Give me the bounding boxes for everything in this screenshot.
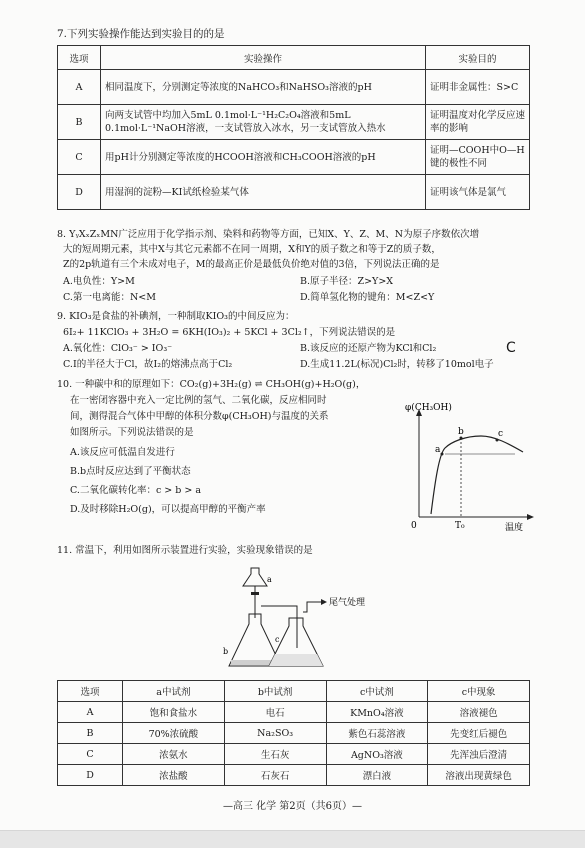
q8-option-a: A.电负性：Y>M: [63, 276, 135, 287]
table-cell: 漂白液: [326, 765, 428, 786]
q11-header-option: 选项: [58, 681, 123, 702]
q7-row-goal: 证明该气体是氯气: [426, 175, 530, 210]
table-cell: 溶液褪色: [428, 702, 530, 723]
y-axis-label: φ(CH₃OH): [405, 403, 452, 413]
table-cell: AgNO₃溶液: [326, 744, 428, 765]
q7-table: [57, 45, 530, 210]
q10-graph: [405, 402, 535, 532]
q10-option-c: C.二氧化碳转化率：c > b > a: [70, 485, 202, 496]
table-row: [58, 723, 530, 744]
label-b: b: [223, 647, 229, 656]
q7-row-operation: 用湿润的淀粉—KI试纸检验某气体: [101, 175, 426, 210]
point-c-label: c: [498, 429, 504, 439]
point-b-label: b: [458, 427, 464, 437]
stopcock: [251, 592, 259, 595]
q7-row-operation: 向两支试管中均加入5mL 0.1mol·L⁻¹H₂C₂O₄溶液和5mL 0.1mol·L⁻¹NaOH溶液，一支试管放入冰水，另一支试管放入热水: [101, 105, 426, 140]
q8-option-b: B.原子半径：Z>Y>X: [300, 276, 394, 287]
q7-row-goal: 证明非金属性：S>C: [426, 70, 530, 105]
handwritten-mark: C: [506, 340, 516, 356]
q11-apparatus: [215, 562, 395, 674]
table-cell: 紫色石蕊溶液: [326, 723, 428, 744]
q11-table: [57, 680, 530, 786]
x-axis-label: 温度: [505, 523, 524, 532]
table-row: [58, 175, 530, 210]
table-cell: C: [58, 744, 123, 765]
q10-stem-line4: 如图所示。下列说法错误的是: [70, 427, 194, 438]
q10-stem-line1: 10. 一种碳中和的原理如下：CO₂(g)+3H₂(g) ⇌ CH₃OH(g)+H₂O(g)，: [57, 379, 366, 390]
q7-row-operation: 相同温度下，分别测定等浓度的NaHCO₃和NaHSO₃溶液的pH: [101, 70, 426, 105]
viewer-bottom-bar: [0, 830, 585, 848]
origin-label: 0: [411, 521, 417, 531]
label-c: c: [275, 635, 280, 644]
q11-header-b: b中试剂: [224, 681, 326, 702]
table-cell: 浓盐酸: [123, 765, 225, 786]
table-cell: KMnO₄溶液: [326, 702, 428, 723]
q9-equation: 6I₂+ 11KClO₃ + 3H₂O = 6KH(IO₃)₂ + 5KCl + 3Cl₂↑，下列说法错误的是: [63, 327, 396, 338]
q10-option-b: B.b点时反应达到了平衡状态: [70, 466, 191, 477]
table-cell: A: [58, 702, 123, 723]
separatory-funnel: [243, 568, 267, 586]
table-row: [58, 105, 530, 140]
table-row: [58, 744, 530, 765]
table-row: [58, 702, 530, 723]
q10-option-d: D.及时移除H₂O(g)，可以提高甲醇的平衡产率: [70, 504, 266, 515]
table-cell: 溶液出现黄绿色: [428, 765, 530, 786]
table-cell: 生石灰: [224, 744, 326, 765]
table-cell: 先浑浊后澄清: [428, 744, 530, 765]
q7-header-goal: 实验目的: [426, 46, 530, 70]
tail-gas-arrow: [321, 599, 327, 605]
table-cell: 先变红后褪色: [428, 723, 530, 744]
q9-option-b: B.该反应的还原产物为KCl和Cl₂: [300, 343, 437, 354]
table-cell: 电石: [224, 702, 326, 723]
q7-row-option: C: [58, 140, 101, 175]
q11-header-a: a中试剂: [123, 681, 225, 702]
label-a: a: [267, 575, 272, 584]
q7-row-goal: 证明—COOH中O—H键的极性不同: [426, 140, 530, 175]
q7-title: 7.下列实验操作能达到实验目的的是: [57, 28, 225, 40]
point-a: [441, 453, 444, 456]
q8-stem-line2: 大的短周期元素，其中X与其它元素都不在同一周期，X和Y的质子数之和等于Z的质子数，: [63, 244, 441, 255]
q8-stem-line1: 8. YᵧXₓZₓMN广泛应用于化学指示剂、染料和药物等方面，已知X、Y、Z、M、N为原子序数依次增: [57, 229, 480, 240]
q8-option-d: D.简单氢化物的键角：M<Z<Y: [300, 292, 435, 303]
q11-header-phenomenon: c中现象: [428, 681, 530, 702]
q7-header-operation: 实验操作: [101, 46, 426, 70]
table-row: [58, 70, 530, 105]
table-cell: 石灰石: [224, 765, 326, 786]
q7-header-option: 选项: [58, 46, 101, 70]
table-cell: 70%浓硫酸: [123, 723, 225, 744]
q10-stem-line2: 在一密闭容器中充入一定比例的氢气、二氧化碳，反应相同时: [70, 395, 327, 406]
table-cell: D: [58, 765, 123, 786]
q9-option-c: C.I的半径大于Cl，故I₂的熔沸点高于Cl₂: [63, 359, 233, 370]
table-cell: 饱和食盐水: [123, 702, 225, 723]
q7-row-option: B: [58, 105, 101, 140]
q11-title: 11. 常温下，利用如图所示装置进行实验，实验现象错误的是: [57, 545, 313, 556]
q7-row-option: A: [58, 70, 101, 105]
point-a-label: a: [435, 445, 441, 455]
q7-row-goal: 证明温度对化学反应速率的影响: [426, 105, 530, 140]
table-cell: 浓氨水: [123, 744, 225, 765]
q11-header-row: [58, 681, 530, 702]
q9-stem-line1: 9. KIO₃是食盐的补碘剂，一种制取KIO₃的中间反应为：: [57, 311, 295, 322]
q7-row-option: D: [58, 175, 101, 210]
page-footer: —高三 化学 第2页（共6页）—: [222, 801, 363, 812]
q7-row-operation: 用pH计分别测定等浓度的HCOOH溶液和CH₃COOH溶液的pH: [101, 140, 426, 175]
table-row: [58, 140, 530, 175]
q10-stem-line3: 间，测得混合气体中甲醇的体积分数φ(CH₃OH)与温度的关系: [70, 411, 329, 422]
t0-label: T₀: [455, 521, 465, 531]
solution-in-flask-c: [269, 654, 323, 666]
curve: [431, 436, 523, 514]
q8-option-c: C.第一电离能：N<M: [63, 292, 156, 303]
q7-header-row: [58, 46, 530, 70]
table-cell: Na₂SO₃: [224, 723, 326, 744]
table-row: [58, 765, 530, 786]
table-cell: B: [58, 723, 123, 744]
q8-stem-line3: Z的2p轨道有三个未成对电子，M的最高正价是最低负价绝对值的3倍，下列说法正确的是: [63, 259, 440, 270]
tail-gas-label: 尾气处理: [329, 598, 366, 608]
q11-header-c: c中试剂: [326, 681, 428, 702]
x-axis-arrow: [527, 514, 534, 520]
q10-option-a: A.该反应可低温自发进行: [70, 447, 175, 458]
q9-option-a: A.氧化性：ClO₃⁻ > IO₃⁻: [63, 343, 173, 354]
q9-option-d: D.生成11.2L(标况)Cl₂时，转移了10mol电子: [300, 359, 494, 370]
